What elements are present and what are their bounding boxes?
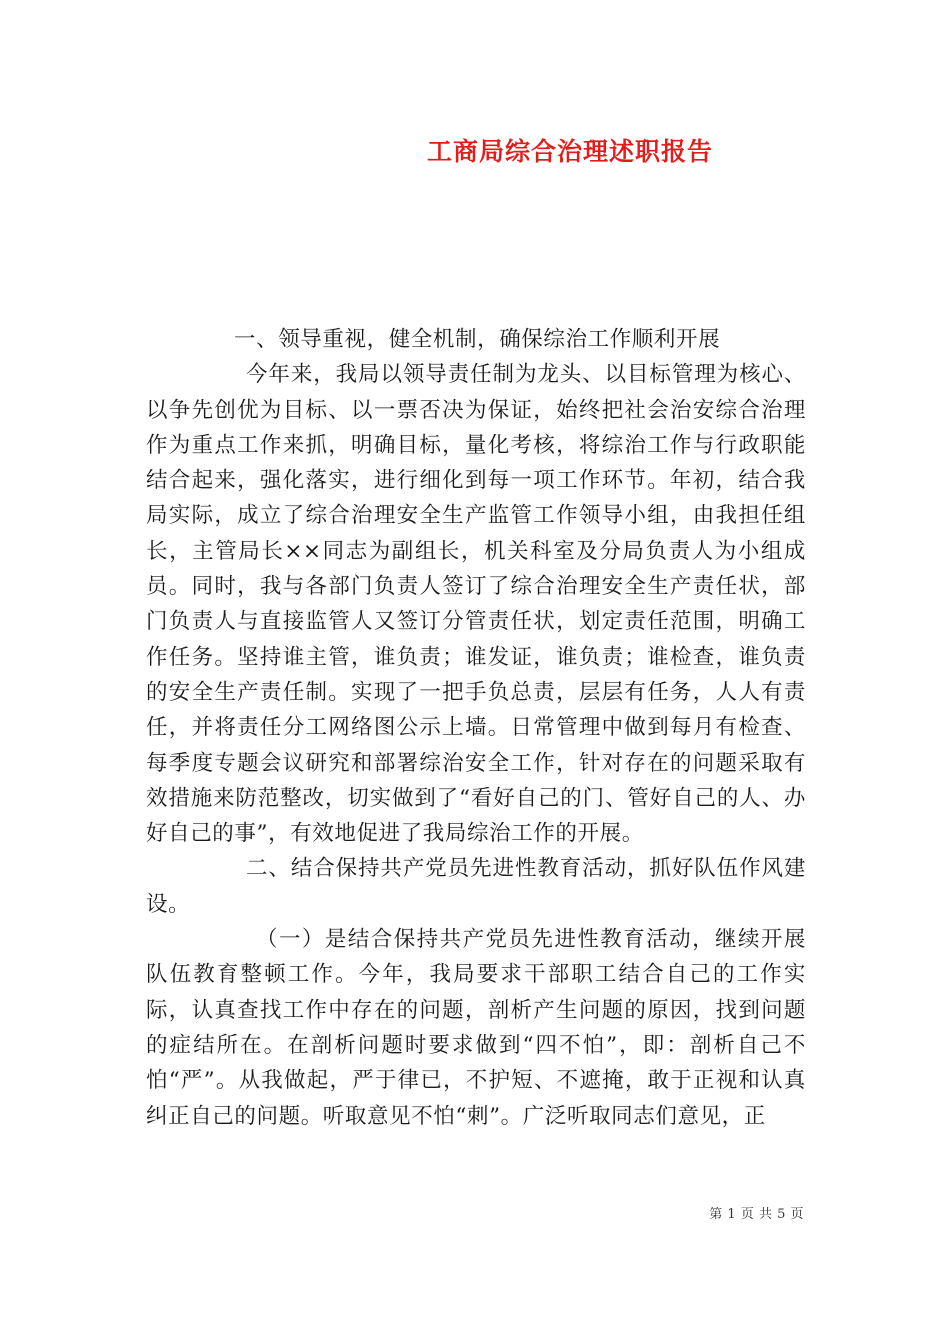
page-number: 第 1 页 共 5 页 bbox=[709, 1207, 804, 1222]
document-title: 工商局综合治理述职报告 bbox=[426, 137, 713, 166]
section1-heading: 一、领导重视，健全机制，确保综治工作顺利开展 bbox=[234, 327, 721, 352]
section2-heading: 二、结合保持共产党员先进性教育活动，抓好队伍作风建设。 bbox=[146, 856, 806, 917]
section1-paragraph: 今年来，我局以领导责任制为龙头、以目标管理为核心、以争先创优为目标、以一票否决为保证，始终把社会治安综合治理作为重点工作来抓，明确目标，量化考核，将综治工作与行政职能结合起来，强化落实，进行细化到每一项工作环节。年初，结合我局实际，成立了综合治理安全生产监管工作领导小组，由我担任组长，主管局长××同志为副组长，机关科室及分局负责人为小组成员。同时，我与各部门负责人签订了综合治理安全生产责任状，部门负责人与直接监管人又签订分管责任状，划定责任范围，明确工作任务。坚持谁主管，谁负责；谁发证，谁负责；谁检查，谁负责的安全生产责任制。实现了一把手负总责，层层有任务，人人有责任，并将责任分工网络图公示上墙。日常管理中做到每月有检查、每季度专题会议研究和部署综治安全工作，针对存在的问题采取有效措施来防范整改，切实做到了“看好自己的门、管好自己的人、办好自己的事”，有效地促进了我局综治工作的开展。 bbox=[146, 362, 806, 847]
section2-paragraph: （一）是结合保持共产党员先进性教育活动，继续开展队伍教育整顿工作。今年，我局要求干部职工结合自己的工作实际，认真查找工作中存在的问题，剖析产生问题的原因，找到问题的症结所在。在剖析问题时要求做到“四不怕”，即：剖析自己不怕“严”。从我做起，严于律已，不护短、不遮掩，敢于正视和认真纠正自己的问题。听取意见不怕“刺”。广泛听取同志们意见，正 bbox=[146, 927, 806, 1129]
document-body bbox=[146, 322, 806, 1134]
